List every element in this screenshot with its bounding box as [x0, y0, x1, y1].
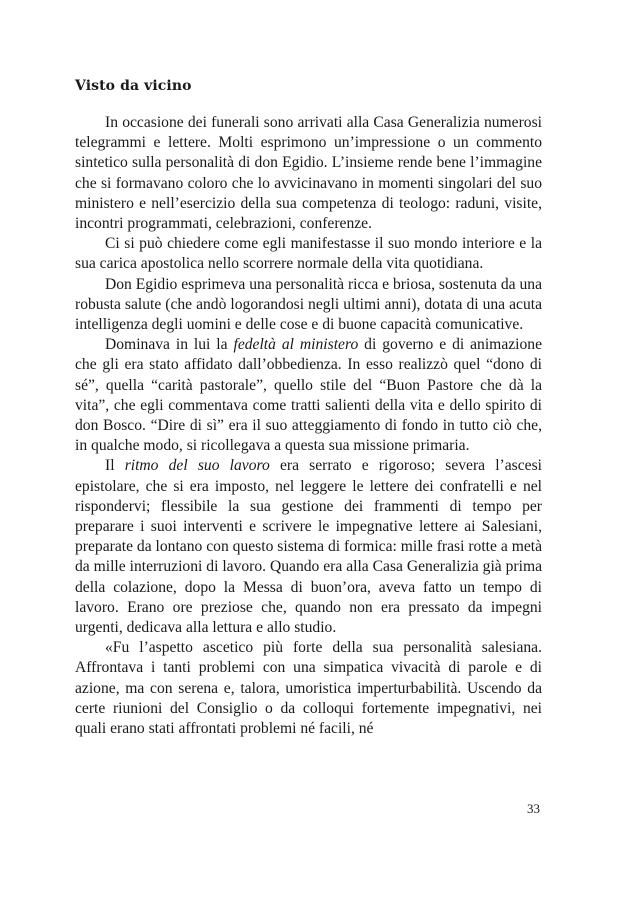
paragraph-text: «Fu l’aspetto ascetico più forte della sua personalità salesiana. Affrontava i tanti problemi con una simpatica vivacità di parole e di azione, ma con serena e, talora, umoristica imperturbabilità. Uscendo da certe riunioni del Consiglio o da colloqui fortemente impegnativi, nei quali erano stati affrontati problemi né facili, né: [75, 639, 542, 738]
paragraph-text-before: Dominava in lui la: [105, 336, 234, 354]
paragraph-text: Ci si può chiedere come egli manifestasse il suo mondo interiore e la sua carica apostolica nello scorrere normale della vita quotidiana.: [75, 235, 542, 273]
paragraph-text: Don Egidio esprimeva una personalità ricca e briosa, sostenuta da una robusta salute (che andò logorandosi negli ultimi anni), dotata di una acuta intelligenza degli uomini e delle cose e di buone capacità comunicative.: [75, 275, 542, 334]
paragraph: [75, 113, 542, 234]
paragraph-text-before: Il: [105, 457, 125, 475]
paragraph: [75, 335, 542, 456]
section-heading: Visto da vicino: [75, 78, 192, 94]
italic-phrase: fedeltà al ministero: [233, 336, 359, 354]
paragraph: [75, 275, 542, 336]
paragraph: [75, 234, 542, 274]
page-number: 33: [527, 801, 540, 816]
paragraph-text-after: di governo e di animazione che gli era stato affidato dall’obbedienza. In esso realizzò quel “dono di sé”, quella “carità pastorale”, quello stile del “Buon Pastore che dà la vita”, che egli commentava come tratti salienti della vita e dello spirito di don Bosco. “Dire di sì” era il suo atteggiamento di fondo in tutto ciò che, in qualche modo, si ricollegava a questa sua missione primaria.: [75, 336, 543, 455]
body-text: [75, 113, 542, 739]
paragraph-text-after: era serrato e rigoroso; severa l’ascesi epistolare, che si era imposto, nel leggere le lettere dei confratelli e nel rispondervi; flessibile la sua gestione dei frammenti di tempo per preparare i suoi interventi e scrivere le impegnative lettere ai Salesiani, preparate da lontano con questo sistema di formica: mille frasi rotte a metà da mille interruzioni di lavoro. Quando era alla Casa Generalizia già prima della colazione, dopo la Messa di buon’ora, aveva fatto un tempo di lavoro. Erano ore preziose che, quando non era pressato da impegni urgenti, dedicava alla lettura e allo studio.: [75, 457, 542, 637]
paragraph: [75, 456, 542, 638]
paragraph: [75, 638, 542, 739]
paragraph-text: In occasione dei funerali sono arrivati alla Casa Generalizia numerosi telegrammi e lettere. Molti esprimono un’impressione o un commento sintetico sulla personalità di don Egidio. L’insieme rende bene l’immagine che si formavano coloro che lo avvicinavano in momenti singolari del suo ministero e nell’esercizio della sua competenza di teologo: raduni, visite, incontri programmati, celebrazioni, conferenze.: [75, 114, 542, 233]
italic-phrase: ritmo del suo lavoro: [124, 457, 270, 475]
